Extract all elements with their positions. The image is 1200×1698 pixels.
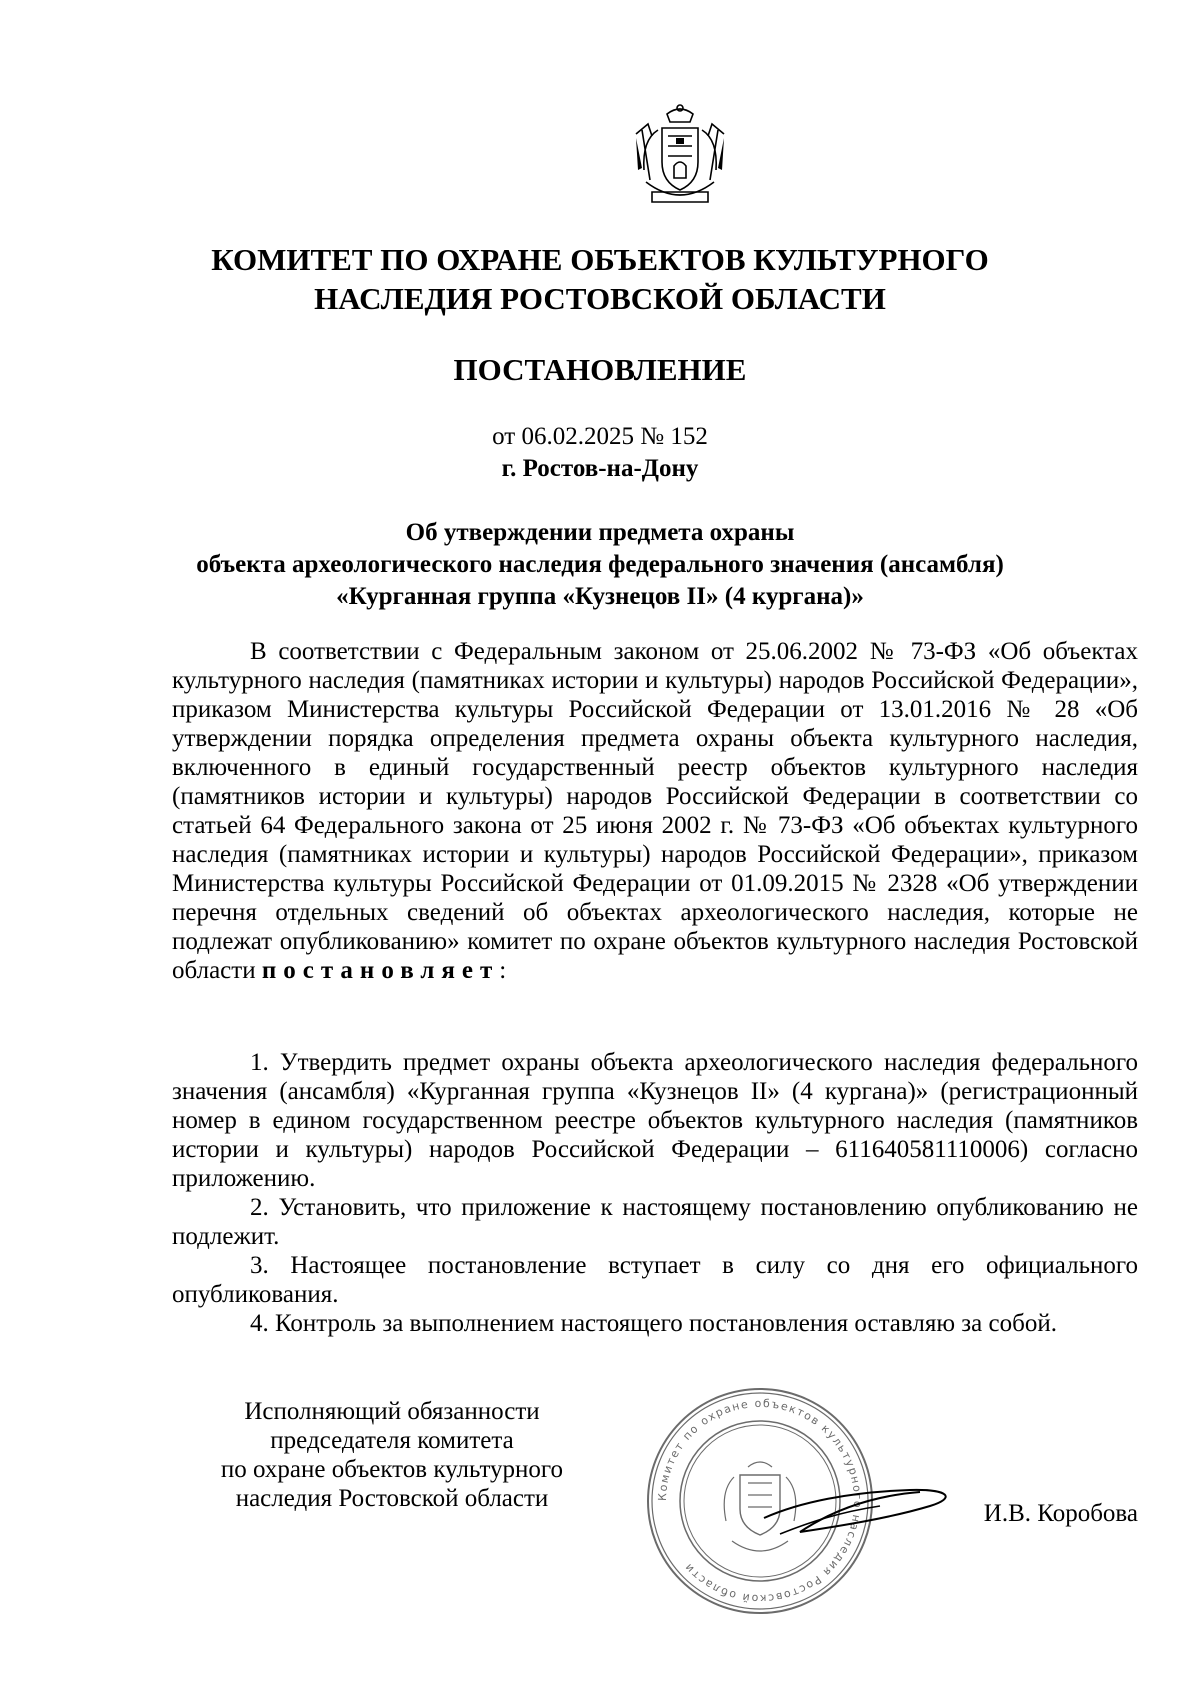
subject-line2: объекта археологического наследия федерального значения (ансамбля) — [196, 551, 1004, 578]
decree-word: постановляет — [261, 957, 500, 984]
handwritten-signature-icon — [760, 1462, 960, 1562]
organization-name-line2: НАСЛЕДИЯ РОСТОВСКОЙ ОБЛАСТИ — [314, 281, 886, 316]
rostov-oblast-coat-of-arms-icon — [622, 100, 738, 216]
preamble-text: В соответствии с Федеральным законом от 25.06.2002 № 73-ФЗ «Об объектах культурного наследия (памятниках истории и культуры) народов Российской Федерации», приказом Министерства культуры Российской Федерации от 13.01.2016 № 28 «Об утверждении порядка определения предмета охраны объекта культурного наследия, включенного в единый государственный реестр объектов культурного наследия (памятников истории и культуры) народов Российской Федерации в соответствии со статьей 64 Федерального закона от 25 июня 2002 г. № 73-ФЗ «Об объектах культурного наследия (памятниках истории и культуры) народов Российской Федерации», приказом Министерства культуры Российской Федерации от 01.09.2015 № 2328 «Об утверждении перечня отдельных сведений об объектах археологического наследия, которые не подлежат опубликованию» комитет по охране объектов культурного наследия Ростовской области — [172, 638, 1138, 984]
resolution-item-2: 2. Установить, что приложение к настоящему постановлению опубликованию не подлежит. — [172, 1194, 1138, 1250]
preamble — [172, 637, 1138, 985]
signer-title — [172, 1397, 612, 1513]
resolution-item-3: 3. Настоящее постановление вступает в силу со дня его официального опубликования. — [172, 1252, 1138, 1308]
resolution-item-4: 4. Контроль за выполнением настоящего постановления оставляю за собой. — [250, 1310, 1057, 1337]
signer-title-line1: Исполняющий обязанности — [244, 1398, 540, 1425]
document-type: ПОСТАНОВЛЕНИЕ — [453, 352, 747, 387]
signer-title-line3: по охране объектов культурного — [220, 1456, 564, 1483]
preamble-paragraph — [172, 637, 1138, 985]
signer-title-line2: председателя комитета — [270, 1427, 514, 1454]
resolution-item-1: 1. Утвердить предмет охраны объекта археологического наследия федерального значения (ансамбля) «Курганная группа «Кузнецов II» (4 кургана)» (регистрационный номер в едином государственном реестре объектов культурного наследия (памятников истории и культуры) народов Российской Федерации – 611640581110006) согласно приложению. — [172, 1049, 1138, 1192]
preamble-end: : — [499, 957, 507, 984]
document-subject — [140, 517, 1060, 613]
subject-line1: Об утверждении предмета охраны — [405, 519, 795, 546]
svg-text:Комитет по охране объектов кул: Комитет по охране объектов культурного наследия Ростовской области — [655, 1396, 865, 1606]
document-date-number: от 06.02.2025 № 152 — [492, 423, 708, 450]
organization-name-line1: КОМИТЕТ ПО ОХРАНЕ ОБЪЕКТОВ КУЛЬТУРНОГО — [211, 242, 989, 277]
resolution-items — [172, 1048, 1138, 1338]
signer-title-line4: наследия Ростовской области — [235, 1485, 549, 1512]
signer-name: И.В. Коробова — [983, 1500, 1138, 1527]
document-city: г. Ростов-на-Дону — [501, 455, 699, 482]
subject-line3: «Курганная группа «Кузнецов II» (4 кургана)» — [336, 583, 864, 610]
organization-name — [140, 240, 1060, 318]
